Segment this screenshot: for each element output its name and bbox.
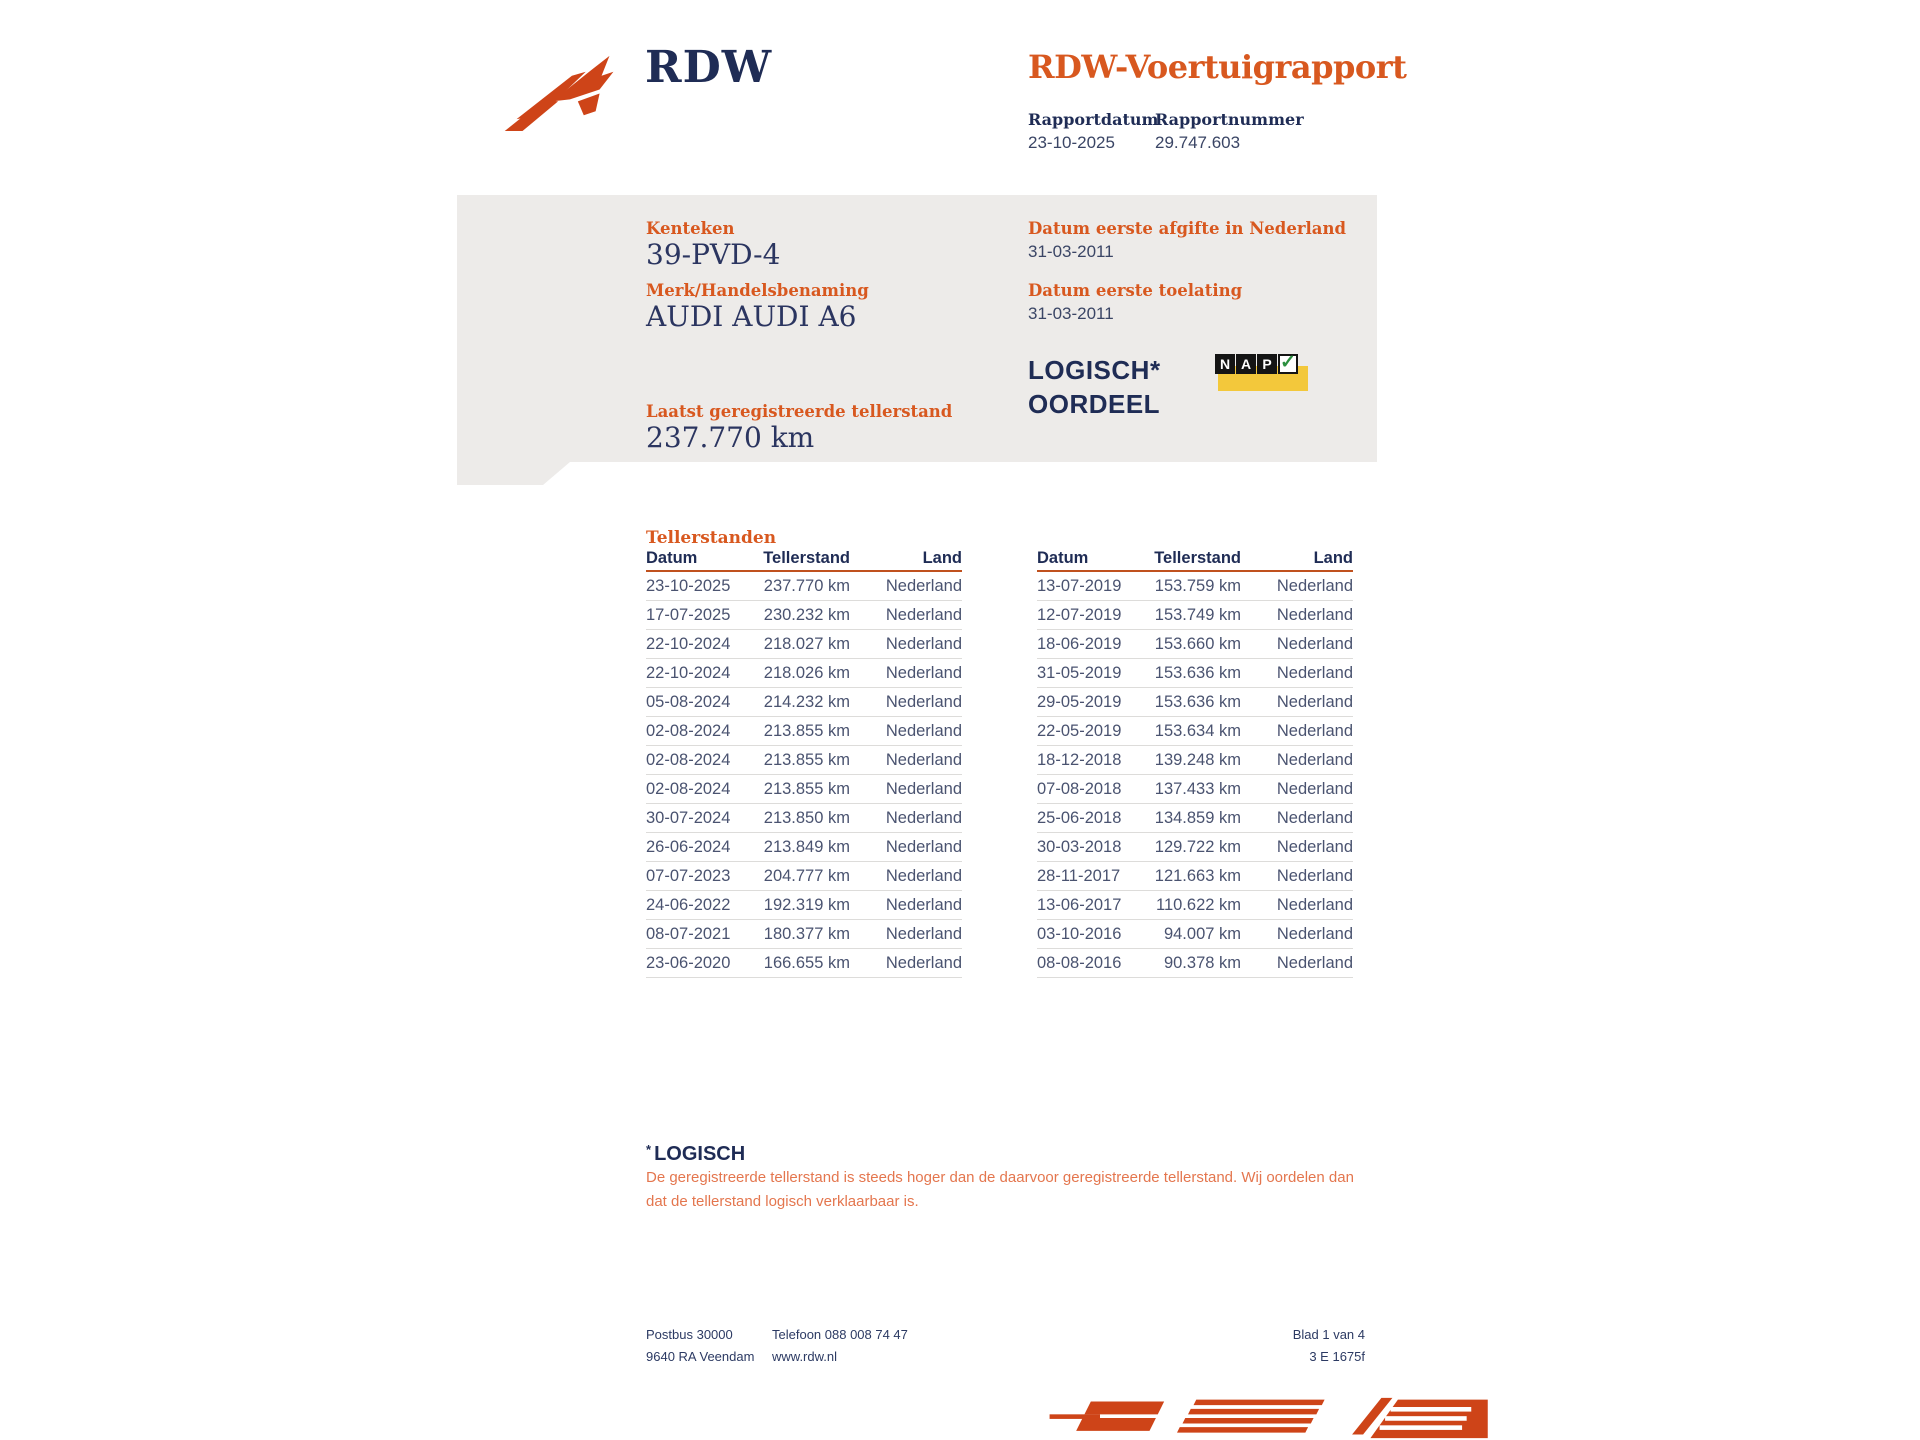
toelating-value: 31-03-2011 (1028, 304, 1114, 323)
laatste-tellerstand-label: Laatst geregistreerde tellerstand (646, 402, 953, 421)
cell-datum: 08-07-2021 (646, 924, 731, 943)
cell-land: Nederland (1276, 692, 1353, 711)
footer-website: www.rdw.nl (772, 1349, 838, 1364)
cell-datum: 02-08-2024 (646, 750, 731, 769)
kenteken-value: 39-PVD-4 (646, 238, 781, 271)
table-row (1037, 630, 1353, 659)
cell-datum: 13-06-2017 (1037, 895, 1122, 914)
cell-tellerstand: 204.777 km (763, 866, 850, 885)
cell-datum: 30-07-2024 (646, 808, 731, 827)
table-row (1037, 717, 1353, 746)
cell-land: Nederland (885, 953, 962, 972)
cell-tellerstand: 213.855 km (763, 779, 850, 798)
cell-land: Nederland (885, 634, 962, 653)
logisch-footnote-text (646, 1166, 1406, 1214)
merk-value: AUDI AUDI A6 (646, 300, 857, 333)
cell-datum: 03-10-2016 (1037, 924, 1122, 943)
footer-form-code: 3 E 1675f (1309, 1349, 1365, 1364)
footnote-line: De geregistreerde tellerstand is steeds hoger dan de daarvoor geregistreerde tellerstand. Wij oordelen dan (646, 1169, 1354, 1186)
cell-tellerstand: 230.232 km (763, 605, 850, 624)
col-tellerstand: Tellerstand (763, 549, 850, 567)
cell-tellerstand: 139.248 km (1154, 750, 1241, 769)
cell-tellerstand: 153.759 km (1154, 576, 1241, 595)
rdw-wing-graphic-icon (1030, 1396, 1500, 1440)
col-land: Land (922, 549, 962, 567)
cell-land: Nederland (1276, 924, 1353, 943)
table-row (1037, 949, 1353, 978)
rapportdatum-value: 23-10-2025 (1028, 133, 1115, 152)
col-datum: Datum (646, 549, 698, 567)
col-land: Land (1313, 549, 1353, 567)
table-row (646, 775, 962, 804)
cell-datum: 26-06-2024 (646, 837, 731, 856)
tellerstand-table-left (646, 549, 962, 978)
rapportnummer-value: 29.747.603 (1155, 133, 1241, 152)
cell-datum: 22-10-2024 (646, 663, 731, 682)
table-row (646, 862, 962, 891)
footnote-star: * (646, 1142, 652, 1157)
footer-plaats: 9640 RA Veendam (646, 1349, 755, 1364)
cell-tellerstand: 180.377 km (763, 924, 850, 943)
cell-land: Nederland (885, 750, 962, 769)
oordeel-line1: LOGISCH* (1028, 355, 1161, 385)
kenteken-label: Kenteken (646, 219, 735, 238)
cell-datum: 17-07-2025 (646, 605, 731, 624)
cell-tellerstand: 90.378 km (1163, 953, 1241, 972)
table-row (1037, 601, 1353, 630)
table-row (646, 949, 962, 978)
cell-datum: 22-05-2019 (1037, 721, 1122, 740)
footer-postbus: Postbus 30000 (646, 1327, 733, 1342)
table-row (1037, 746, 1353, 775)
footer-telefoon: Telefoon 088 008 74 47 (772, 1327, 908, 1342)
cell-tellerstand: 218.027 km (763, 634, 850, 653)
table-row (646, 572, 962, 601)
logisch-footnote-title: * LOGISCH (646, 1142, 746, 1165)
cell-tellerstand: 237.770 km (763, 576, 850, 595)
table-row (646, 630, 962, 659)
cell-datum: 24-06-2022 (646, 895, 731, 914)
table-row (1037, 862, 1353, 891)
cell-datum: 07-08-2018 (1037, 779, 1122, 798)
rapportnummer-label: Rapportnummer (1155, 110, 1304, 129)
cell-datum: 31-05-2019 (1037, 663, 1122, 682)
cell-datum: 29-05-2019 (1037, 692, 1122, 711)
table-row (646, 920, 962, 949)
cell-datum: 07-07-2023 (646, 866, 731, 885)
cell-tellerstand: 137.433 km (1154, 779, 1241, 798)
cell-tellerstand: 153.660 km (1154, 634, 1241, 653)
laatste-tellerstand-value: 237.770 km (646, 421, 815, 454)
cell-tellerstand: 110.622 km (1156, 895, 1241, 914)
cell-tellerstand: 129.722 km (1154, 837, 1241, 856)
cell-tellerstand: 166.655 km (763, 953, 850, 972)
table-row (1037, 804, 1353, 833)
toelating-label: Datum eerste toelating (1028, 281, 1243, 300)
table-row (1037, 920, 1353, 949)
cell-datum: 13-07-2019 (1037, 576, 1122, 595)
tellerstand-table-right (1037, 549, 1353, 978)
nap-letter-n: N (1215, 354, 1235, 374)
nap-letter-a: A (1236, 354, 1256, 374)
cell-land: Nederland (885, 924, 962, 943)
table-row (646, 601, 962, 630)
cell-datum: 18-06-2019 (1037, 634, 1122, 653)
cell-land: Nederland (885, 837, 962, 856)
cell-land: Nederland (1276, 895, 1353, 914)
table-row (646, 804, 962, 833)
table-row (1037, 659, 1353, 688)
afgifte-label: Datum eerste afgifte in Nederland (1028, 219, 1347, 238)
table-row (646, 833, 962, 862)
cell-datum: 28-11-2017 (1037, 866, 1121, 885)
cell-tellerstand: 121.663 km (1154, 866, 1241, 885)
table-row (646, 688, 962, 717)
col-datum: Datum (1037, 549, 1089, 567)
vehicle-summary-panel (457, 195, 1377, 485)
col-tellerstand: Tellerstand (1154, 549, 1241, 567)
cell-datum: 18-12-2018 (1037, 750, 1122, 769)
cell-land: Nederland (1276, 837, 1353, 856)
cell-land: Nederland (885, 576, 962, 595)
cell-land: Nederland (885, 779, 962, 798)
cell-land: Nederland (885, 866, 962, 885)
table-row (1037, 688, 1353, 717)
cell-land: Nederland (885, 895, 962, 914)
cell-tellerstand: 153.634 km (1154, 721, 1241, 740)
cell-land: Nederland (885, 692, 962, 711)
page-title: RDW-Voertuigrapport (1028, 48, 1407, 86)
table-row (646, 746, 962, 775)
cell-land: Nederland (1276, 808, 1353, 827)
rapportdatum-label: Rapportdatum (1028, 110, 1159, 129)
cell-datum: 08-08-2016 (1037, 953, 1122, 972)
cell-land: Nederland (885, 663, 962, 682)
cell-datum: 22-10-2024 (646, 634, 731, 653)
cell-land: Nederland (1276, 866, 1353, 885)
cell-land: Nederland (885, 808, 962, 827)
cell-land: Nederland (1276, 721, 1353, 740)
cell-tellerstand: 94.007 km (1163, 924, 1241, 943)
cell-land: Nederland (1276, 634, 1353, 653)
cell-tellerstand: 153.636 km (1154, 692, 1241, 711)
rdw-wordmark: RDW (645, 42, 773, 93)
cell-tellerstand: 218.026 km (763, 663, 850, 682)
cell-land: Nederland (1276, 750, 1353, 769)
table-header (1037, 549, 1353, 572)
nap-logo: N A P ✓ (1215, 354, 1325, 398)
nap-letter-p: P (1257, 354, 1277, 374)
table-header (646, 549, 962, 572)
table-row (1037, 572, 1353, 601)
table-row (646, 891, 962, 920)
cell-land: Nederland (1276, 663, 1353, 682)
cell-datum: 25-06-2018 (1037, 808, 1122, 827)
cell-datum: 02-08-2024 (646, 779, 731, 798)
oordeel-line2: OORDEEL (1028, 389, 1161, 419)
cell-tellerstand: 192.319 km (763, 895, 850, 914)
merk-label: Merk/Handelsbenaming (646, 281, 869, 300)
cell-land: Nederland (1276, 576, 1353, 595)
cell-tellerstand: 213.850 km (763, 808, 850, 827)
cell-tellerstand: 213.855 km (763, 721, 850, 740)
cell-datum: 12-07-2019 (1037, 605, 1122, 624)
cell-land: Nederland (1276, 779, 1353, 798)
cell-land: Nederland (885, 605, 962, 624)
cell-land: Nederland (885, 721, 962, 740)
cell-datum: 30-03-2018 (1037, 837, 1122, 856)
table-row (1037, 775, 1353, 804)
cell-datum: 23-06-2020 (646, 953, 731, 972)
cell-tellerstand: 214.232 km (763, 692, 850, 711)
table-row (646, 659, 962, 688)
cell-datum: 23-10-2025 (646, 576, 731, 595)
cell-tellerstand: 134.859 km (1154, 808, 1241, 827)
cell-land: Nederland (1276, 953, 1353, 972)
cell-land: Nederland (1276, 605, 1353, 624)
cell-tellerstand: 213.855 km (763, 750, 850, 769)
cell-datum: 05-08-2024 (646, 692, 731, 711)
cell-tellerstand: 153.749 km (1154, 605, 1241, 624)
cell-tellerstand: 213.849 km (763, 837, 850, 856)
table-row (646, 717, 962, 746)
cell-datum: 02-08-2024 (646, 721, 731, 740)
table-row (1037, 833, 1353, 862)
afgifte-value: 31-03-2011 (1028, 242, 1114, 261)
tellerstanden-title: Tellerstanden (646, 528, 777, 548)
footer-page-number: Blad 1 van 4 (1292, 1327, 1365, 1342)
table-row (1037, 891, 1353, 920)
rdw-logo-icon (500, 50, 630, 134)
footnote-line: dat de tellerstand logisch verklaarbaar is. (646, 1193, 919, 1210)
cell-tellerstand: 153.636 km (1154, 663, 1241, 682)
